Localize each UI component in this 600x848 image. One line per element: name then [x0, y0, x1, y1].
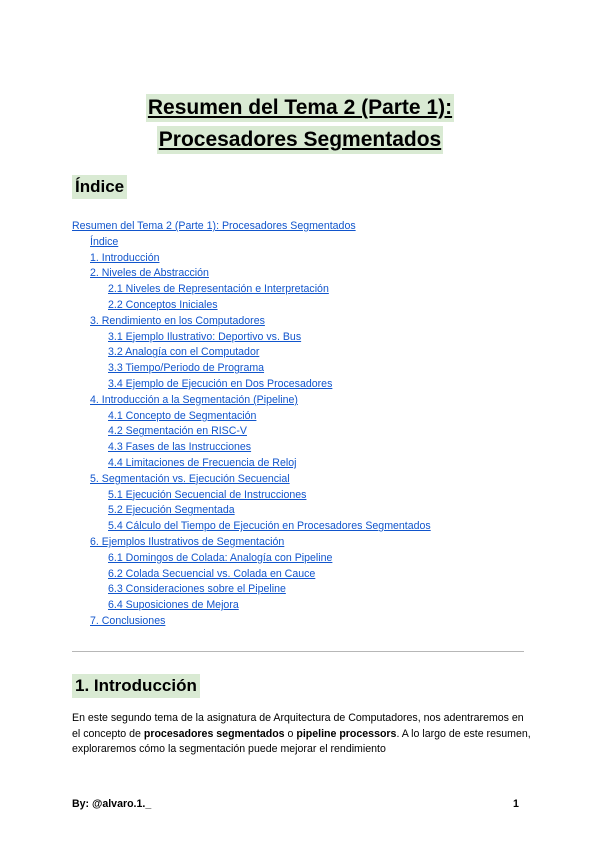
toc-link[interactable]: 6.3 Consideraciones sobre el Pipeline — [108, 583, 286, 596]
footer-page-number: 1 — [513, 798, 519, 810]
intro-bold-1: procesadores segmentados — [143, 727, 285, 740]
intro-paragraph — [72, 711, 532, 758]
toc-link[interactable]: 2.1 Niveles de Representación e Interpretación — [108, 283, 329, 296]
toc-link[interactable]: 3. Rendimiento en los Computadores — [90, 314, 265, 327]
toc-link[interactable]: 4. Introducción a la Segmentación (Pipeline) — [90, 393, 298, 406]
section-1-heading: 1. Introducción — [72, 674, 200, 698]
toc-link[interactable]: 6.1 Domingos de Colada: Analogía con Pipeline — [108, 551, 333, 564]
toc-link[interactable]: 6.2 Colada Secuencial vs. Colada en Cauce — [108, 567, 316, 580]
toc-link[interactable]: 3.1 Ejemplo Ilustrativo: Deportivo vs. Bus — [108, 330, 302, 343]
toc-link[interactable]: 4.4 Limitaciones de Frecuencia de Reloj — [108, 456, 297, 469]
toc-link[interactable]: 2. Niveles de Abstracción — [90, 267, 209, 280]
toc-link[interactable]: 6.4 Suposiciones de Mejora — [108, 599, 239, 612]
toc-link[interactable]: 1. Introducción — [90, 251, 160, 264]
toc-link[interactable]: 3.2 Analogía con el Computador — [108, 346, 260, 359]
toc-link[interactable]: 4.3 Fases de las Instrucciones — [108, 441, 252, 454]
toc-link[interactable]: 5.2 Ejecución Segmentada — [108, 504, 235, 517]
footer-author: By: @alvaro.1._ — [72, 798, 152, 810]
title-line-1: Resumen del Tema 2 (Parte 1): — [146, 94, 454, 122]
index-heading: Índice — [72, 175, 127, 199]
title-line-2: Procesadores Segmentados — [157, 126, 443, 154]
toc-link[interactable]: 5.4 Cálculo del Tiempo de Ejecución en Procesadores Segmentados — [108, 520, 431, 533]
toc-link[interactable]: Resumen del Tema 2 (Parte 1): Procesadores Segmentados — [72, 220, 356, 232]
toc-link[interactable]: 5. Segmentación vs. Ejecución Secuencial — [90, 472, 290, 485]
intro-bold-2: pipeline processors — [296, 727, 397, 740]
toc-link[interactable]: 2.2 Conceptos Iniciales — [108, 298, 218, 311]
toc-link[interactable]: 3.3 Tiempo/Periodo de Programa — [108, 362, 265, 375]
document-title — [0, 92, 600, 156]
toc-link[interactable]: 4.1 Concepto de Segmentación — [108, 409, 257, 422]
toc-link[interactable]: 5.1 Ejecución Secuencial de Instrucciones — [108, 488, 307, 501]
intro-text-3: . A lo largo de este resumen, exploraremos cómo la segmentación puede mejorar el rendimiento — [72, 727, 531, 756]
table-of-contents — [72, 219, 532, 630]
toc-link[interactable]: Índice — [90, 235, 119, 248]
section-divider — [72, 651, 524, 652]
toc-link[interactable]: 6. Ejemplos Ilustrativos de Segmentación — [90, 535, 285, 548]
toc-link[interactable]: 7. Conclusiones — [90, 614, 166, 627]
intro-text-2: o — [284, 727, 297, 740]
toc-link[interactable]: 3.4 Ejemplo de Ejecución en Dos Procesadores — [108, 377, 333, 390]
toc-link[interactable]: 4.2 Segmentación en RISC-V — [108, 425, 247, 438]
intro-text-1: En este segundo tema de la asignatura de Arquitectura de Computadores, nos adentraremos en el concepto de — [72, 712, 524, 740]
